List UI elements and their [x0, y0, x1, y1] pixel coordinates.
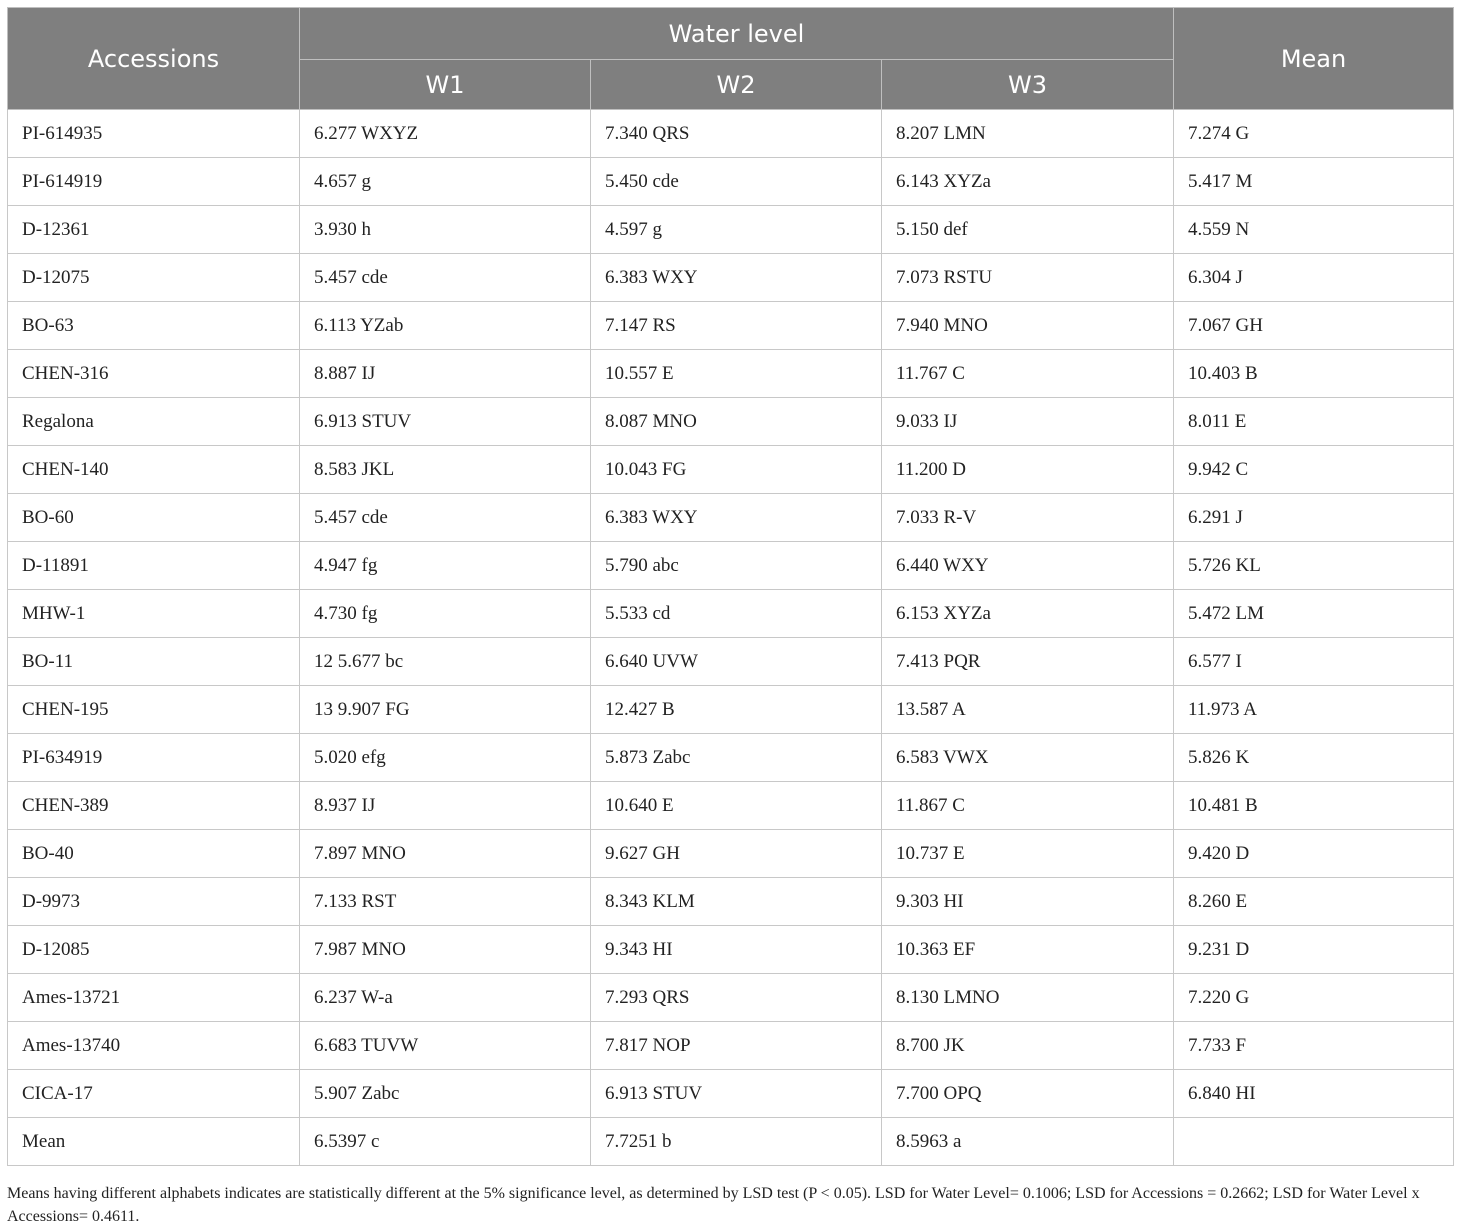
header-water-level: Water level	[300, 8, 1174, 60]
cell-mean: 5.472 LM	[1174, 590, 1454, 638]
data-table-container	[7, 7, 1453, 1166]
cell-accession: D-12085	[8, 926, 300, 974]
cell-w3: 7.073 RSTU	[882, 254, 1174, 302]
cell-w3: 6.143 XYZa	[882, 158, 1174, 206]
cell-accession: BO-40	[8, 830, 300, 878]
table-body	[8, 110, 1454, 1166]
cell-w2: 5.873 Zabc	[591, 734, 882, 782]
cell-w1: 5.020 efg	[300, 734, 591, 782]
cell-mean: 5.826 K	[1174, 734, 1454, 782]
cell-w1: 6.5397 c	[300, 1118, 591, 1166]
cell-mean: 8.260 E	[1174, 878, 1454, 926]
table-row	[8, 206, 1454, 254]
cell-w1: 6.683 TUVW	[300, 1022, 591, 1070]
cell-mean: 10.403 B	[1174, 350, 1454, 398]
table-row	[8, 974, 1454, 1022]
header-w1: W1	[300, 60, 591, 110]
table-row	[8, 254, 1454, 302]
cell-w1: 4.730 fg	[300, 590, 591, 638]
cell-w3: 7.940 MNO	[882, 302, 1174, 350]
cell-w3: 5.150 def	[882, 206, 1174, 254]
cell-w2: 6.913 STUV	[591, 1070, 882, 1118]
cell-w2: 7.293 QRS	[591, 974, 882, 1022]
cell-w3: 9.033 IJ	[882, 398, 1174, 446]
cell-w1: 4.657 g	[300, 158, 591, 206]
cell-mean: 9.420 D	[1174, 830, 1454, 878]
cell-mean: 6.291 J	[1174, 494, 1454, 542]
table-row	[8, 686, 1454, 734]
table-row	[8, 638, 1454, 686]
cell-accession: D-9973	[8, 878, 300, 926]
cell-w2: 7.7251 b	[591, 1118, 882, 1166]
cell-w1: 5.907 Zabc	[300, 1070, 591, 1118]
cell-accession: CICA-17	[8, 1070, 300, 1118]
cell-accession: D-12075	[8, 254, 300, 302]
cell-w2: 8.343 KLM	[591, 878, 882, 926]
cell-w3: 7.033 R-V	[882, 494, 1174, 542]
cell-w1: 6.913 STUV	[300, 398, 591, 446]
cell-w2: 5.533 cd	[591, 590, 882, 638]
cell-accession: BO-11	[8, 638, 300, 686]
cell-w2: 5.790 abc	[591, 542, 882, 590]
cell-accession: Ames-13721	[8, 974, 300, 1022]
table-row	[8, 542, 1454, 590]
table-header	[8, 8, 1454, 110]
cell-w2: 10.043 FG	[591, 446, 882, 494]
cell-w1: 13 9.907 FG	[300, 686, 591, 734]
cell-w1: 8.937 IJ	[300, 782, 591, 830]
cell-w1: 7.897 MNO	[300, 830, 591, 878]
cell-w3: 13.587 A	[882, 686, 1174, 734]
cell-mean: 6.304 J	[1174, 254, 1454, 302]
cell-mean: 9.231 D	[1174, 926, 1454, 974]
cell-w3: 11.767 C	[882, 350, 1174, 398]
cell-w1: 7.133 RST	[300, 878, 591, 926]
cell-accession: BO-60	[8, 494, 300, 542]
table-row	[8, 878, 1454, 926]
cell-w3: 8.207 LMN	[882, 110, 1174, 158]
cell-w3: 11.867 C	[882, 782, 1174, 830]
cell-mean: 6.840 HI	[1174, 1070, 1454, 1118]
cell-accession: BO-63	[8, 302, 300, 350]
header-accessions: Accessions	[8, 8, 300, 110]
cell-w2: 7.817 NOP	[591, 1022, 882, 1070]
cell-accession: Ames-13740	[8, 1022, 300, 1070]
cell-w3: 8.130 LMNO	[882, 974, 1174, 1022]
cell-mean: 7.274 G	[1174, 110, 1454, 158]
cell-accession: PI-634919	[8, 734, 300, 782]
table-row	[8, 446, 1454, 494]
cell-accession: Mean	[8, 1118, 300, 1166]
header-mean: Mean	[1174, 8, 1454, 110]
cell-mean: 6.577 I	[1174, 638, 1454, 686]
cell-w1: 5.457 cde	[300, 494, 591, 542]
table-row	[8, 110, 1454, 158]
table-row	[8, 590, 1454, 638]
cell-accession: CHEN-389	[8, 782, 300, 830]
cell-w1: 5.457 cde	[300, 254, 591, 302]
cell-w2: 7.147 RS	[591, 302, 882, 350]
cell-w1: 8.887 IJ	[300, 350, 591, 398]
cell-w1: 3.930 h	[300, 206, 591, 254]
cell-mean: 7.733 F	[1174, 1022, 1454, 1070]
cell-w3: 7.700 OPQ	[882, 1070, 1174, 1118]
table-row	[8, 398, 1454, 446]
cell-accession: CHEN-316	[8, 350, 300, 398]
cell-mean: 10.481 B	[1174, 782, 1454, 830]
cell-w2: 10.557 E	[591, 350, 882, 398]
cell-w2: 5.450 cde	[591, 158, 882, 206]
cell-mean: 5.417 M	[1174, 158, 1454, 206]
cell-w1: 4.947 fg	[300, 542, 591, 590]
cell-accession: Regalona	[8, 398, 300, 446]
cell-w3: 11.200 D	[882, 446, 1174, 494]
table-row	[8, 1022, 1454, 1070]
table-row	[8, 494, 1454, 542]
results-table	[7, 7, 1454, 1166]
cell-w2: 4.597 g	[591, 206, 882, 254]
header-w2: W2	[591, 60, 882, 110]
cell-w3: 9.303 HI	[882, 878, 1174, 926]
cell-accession: PI-614919	[8, 158, 300, 206]
cell-mean: 7.220 G	[1174, 974, 1454, 1022]
cell-w1: 6.113 YZab	[300, 302, 591, 350]
table-row	[8, 782, 1454, 830]
cell-mean: 7.067 GH	[1174, 302, 1454, 350]
cell-w3: 8.700 JK	[882, 1022, 1174, 1070]
cell-mean: 5.726 KL	[1174, 542, 1454, 590]
cell-w2: 10.640 E	[591, 782, 882, 830]
cell-w1: 7.987 MNO	[300, 926, 591, 974]
cell-w3: 6.153 XYZa	[882, 590, 1174, 638]
cell-w3: 6.440 WXY	[882, 542, 1174, 590]
cell-mean	[1174, 1118, 1454, 1166]
cell-w2: 8.087 MNO	[591, 398, 882, 446]
cell-accession: PI-614935	[8, 110, 300, 158]
cell-accession: CHEN-195	[8, 686, 300, 734]
table-row	[8, 350, 1454, 398]
cell-w2: 12.427 B	[591, 686, 882, 734]
table-row	[8, 734, 1454, 782]
table-row	[8, 1070, 1454, 1118]
cell-w3: 10.363 EF	[882, 926, 1174, 974]
cell-accession: CHEN-140	[8, 446, 300, 494]
cell-w2: 9.343 HI	[591, 926, 882, 974]
cell-w2: 9.627 GH	[591, 830, 882, 878]
header-w3: W3	[882, 60, 1174, 110]
cell-w2: 6.383 WXY	[591, 494, 882, 542]
cell-mean: 11.973 A	[1174, 686, 1454, 734]
cell-w3: 7.413 PQR	[882, 638, 1174, 686]
cell-w2: 6.383 WXY	[591, 254, 882, 302]
table-row	[8, 302, 1454, 350]
cell-w2: 7.340 QRS	[591, 110, 882, 158]
table-row	[8, 158, 1454, 206]
cell-w2: 6.640 UVW	[591, 638, 882, 686]
cell-accession: D-11891	[8, 542, 300, 590]
cell-w3: 10.737 E	[882, 830, 1174, 878]
cell-w1: 12 5.677 bc	[300, 638, 591, 686]
cell-accession: MHW-1	[8, 590, 300, 638]
cell-w1: 6.237 W-a	[300, 974, 591, 1022]
cell-w3: 6.583 VWX	[882, 734, 1174, 782]
cell-mean: 8.011 E	[1174, 398, 1454, 446]
table-row	[8, 1118, 1454, 1166]
table-row	[8, 830, 1454, 878]
cell-accession: D-12361	[8, 206, 300, 254]
cell-w1: 6.277 WXYZ	[300, 110, 591, 158]
cell-w1: 8.583 JKL	[300, 446, 591, 494]
cell-mean: 4.559 N	[1174, 206, 1454, 254]
table-row	[8, 926, 1454, 974]
table-footnote: Means having different alphabets indicates are statistically different at the 5% significance level, as determined by LSD test (P < 0.05). LSD for Water Level= 0.1006; LSD for Accessions = 0.2662; LSD for Water Level x Accessions= 0.4611.	[7, 1185, 1420, 1225]
cell-mean: 9.942 C	[1174, 446, 1454, 494]
cell-w3: 8.5963 a	[882, 1118, 1174, 1166]
